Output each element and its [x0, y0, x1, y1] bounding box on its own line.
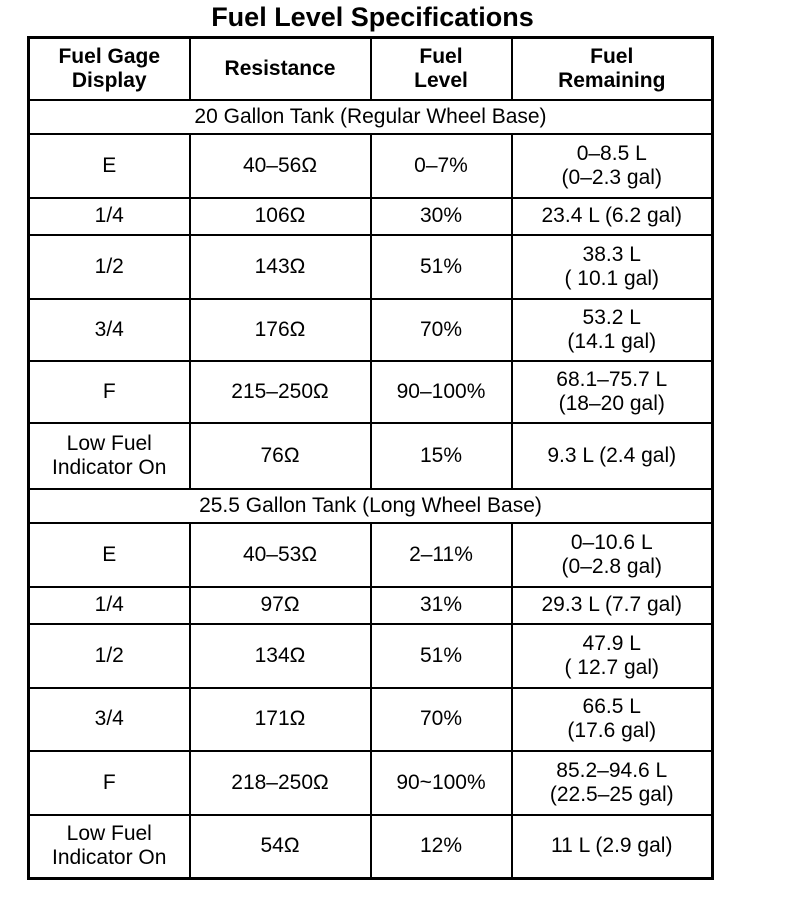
section-label: 20 Gallon Tank (Regular Wheel Base) [29, 100, 713, 134]
resistance-cell: 97Ω [190, 587, 371, 624]
display-cell: 3/4 [29, 688, 190, 751]
level-cell: 0–7% [371, 134, 512, 198]
level-cell: 31% [371, 587, 512, 624]
display-cell: 1/2 [29, 624, 190, 688]
display-cell: F [29, 751, 190, 815]
table-row [29, 134, 713, 198]
display-cell: F [29, 361, 190, 423]
table-row [29, 688, 713, 751]
remaining-cell: 85.2–94.6 L (22.5–25 gal) [512, 751, 713, 815]
level-cell: 70% [371, 299, 512, 361]
display-cell: Low Fuel Indicator On [29, 815, 190, 879]
table-row [29, 624, 713, 688]
display-cell: 1/2 [29, 235, 190, 299]
level-cell: 70% [371, 688, 512, 751]
display-cell: E [29, 134, 190, 198]
display-cell: E [29, 523, 190, 587]
table-row [29, 423, 713, 489]
level-cell: 30% [371, 198, 512, 235]
resistance-cell: 171Ω [190, 688, 371, 751]
remaining-cell: 11 L (2.9 gal) [512, 815, 713, 879]
resistance-cell: 76Ω [190, 423, 371, 489]
remaining-cell: 47.9 L ( 12.7 gal) [512, 624, 713, 688]
remaining-cell: 68.1–75.7 L (18–20 gal) [512, 361, 713, 423]
header-display: Fuel Gage Display [29, 38, 190, 100]
display-cell: 3/4 [29, 299, 190, 361]
resistance-cell: 40–56Ω [190, 134, 371, 198]
resistance-cell: 143Ω [190, 235, 371, 299]
display-cell: 1/4 [29, 587, 190, 624]
header-resistance: Resistance [190, 38, 371, 100]
page-title: Fuel Level Specifications [211, 2, 534, 32]
section-row [29, 100, 713, 134]
remaining-cell: 0–10.6 L (0–2.8 gal) [512, 523, 713, 587]
header-row [29, 38, 713, 100]
section-label: 25.5 Gallon Tank (Long Wheel Base) [29, 489, 713, 523]
table-row [29, 235, 713, 299]
resistance-cell: 176Ω [190, 299, 371, 361]
header-remaining: Fuel Remaining [512, 38, 713, 100]
level-cell: 12% [371, 815, 512, 879]
remaining-cell: 23.4 L (6.2 gal) [512, 198, 713, 235]
remaining-cell: 0–8.5 L (0–2.3 gal) [512, 134, 713, 198]
level-cell: 90–100% [371, 361, 512, 423]
level-cell: 51% [371, 624, 512, 688]
table-row [29, 198, 713, 235]
table-row [29, 361, 713, 423]
display-cell: 1/4 [29, 198, 190, 235]
table-row [29, 299, 713, 361]
level-cell: 2–11% [371, 523, 512, 587]
resistance-cell: 106Ω [190, 198, 371, 235]
remaining-cell: 38.3 L ( 10.1 gal) [512, 235, 713, 299]
table-row [29, 751, 713, 815]
remaining-cell: 9.3 L (2.4 gal) [512, 423, 713, 489]
section-row [29, 489, 713, 523]
remaining-cell: 66.5 L (17.6 gal) [512, 688, 713, 751]
level-cell: 15% [371, 423, 512, 489]
header-level: Fuel Level [371, 38, 512, 100]
table-row [29, 815, 713, 879]
table-row [29, 587, 713, 624]
table-row [29, 523, 713, 587]
resistance-cell: 54Ω [190, 815, 371, 879]
level-cell: 90~100% [371, 751, 512, 815]
display-cell: Low Fuel Indicator On [29, 423, 190, 489]
remaining-cell: 29.3 L (7.7 gal) [512, 587, 713, 624]
resistance-cell: 218–250Ω [190, 751, 371, 815]
resistance-cell: 40–53Ω [190, 523, 371, 587]
resistance-cell: 134Ω [190, 624, 371, 688]
fuel-spec-table [27, 36, 714, 880]
resistance-cell: 215–250Ω [190, 361, 371, 423]
level-cell: 51% [371, 235, 512, 299]
remaining-cell: 53.2 L (14.1 gal) [512, 299, 713, 361]
